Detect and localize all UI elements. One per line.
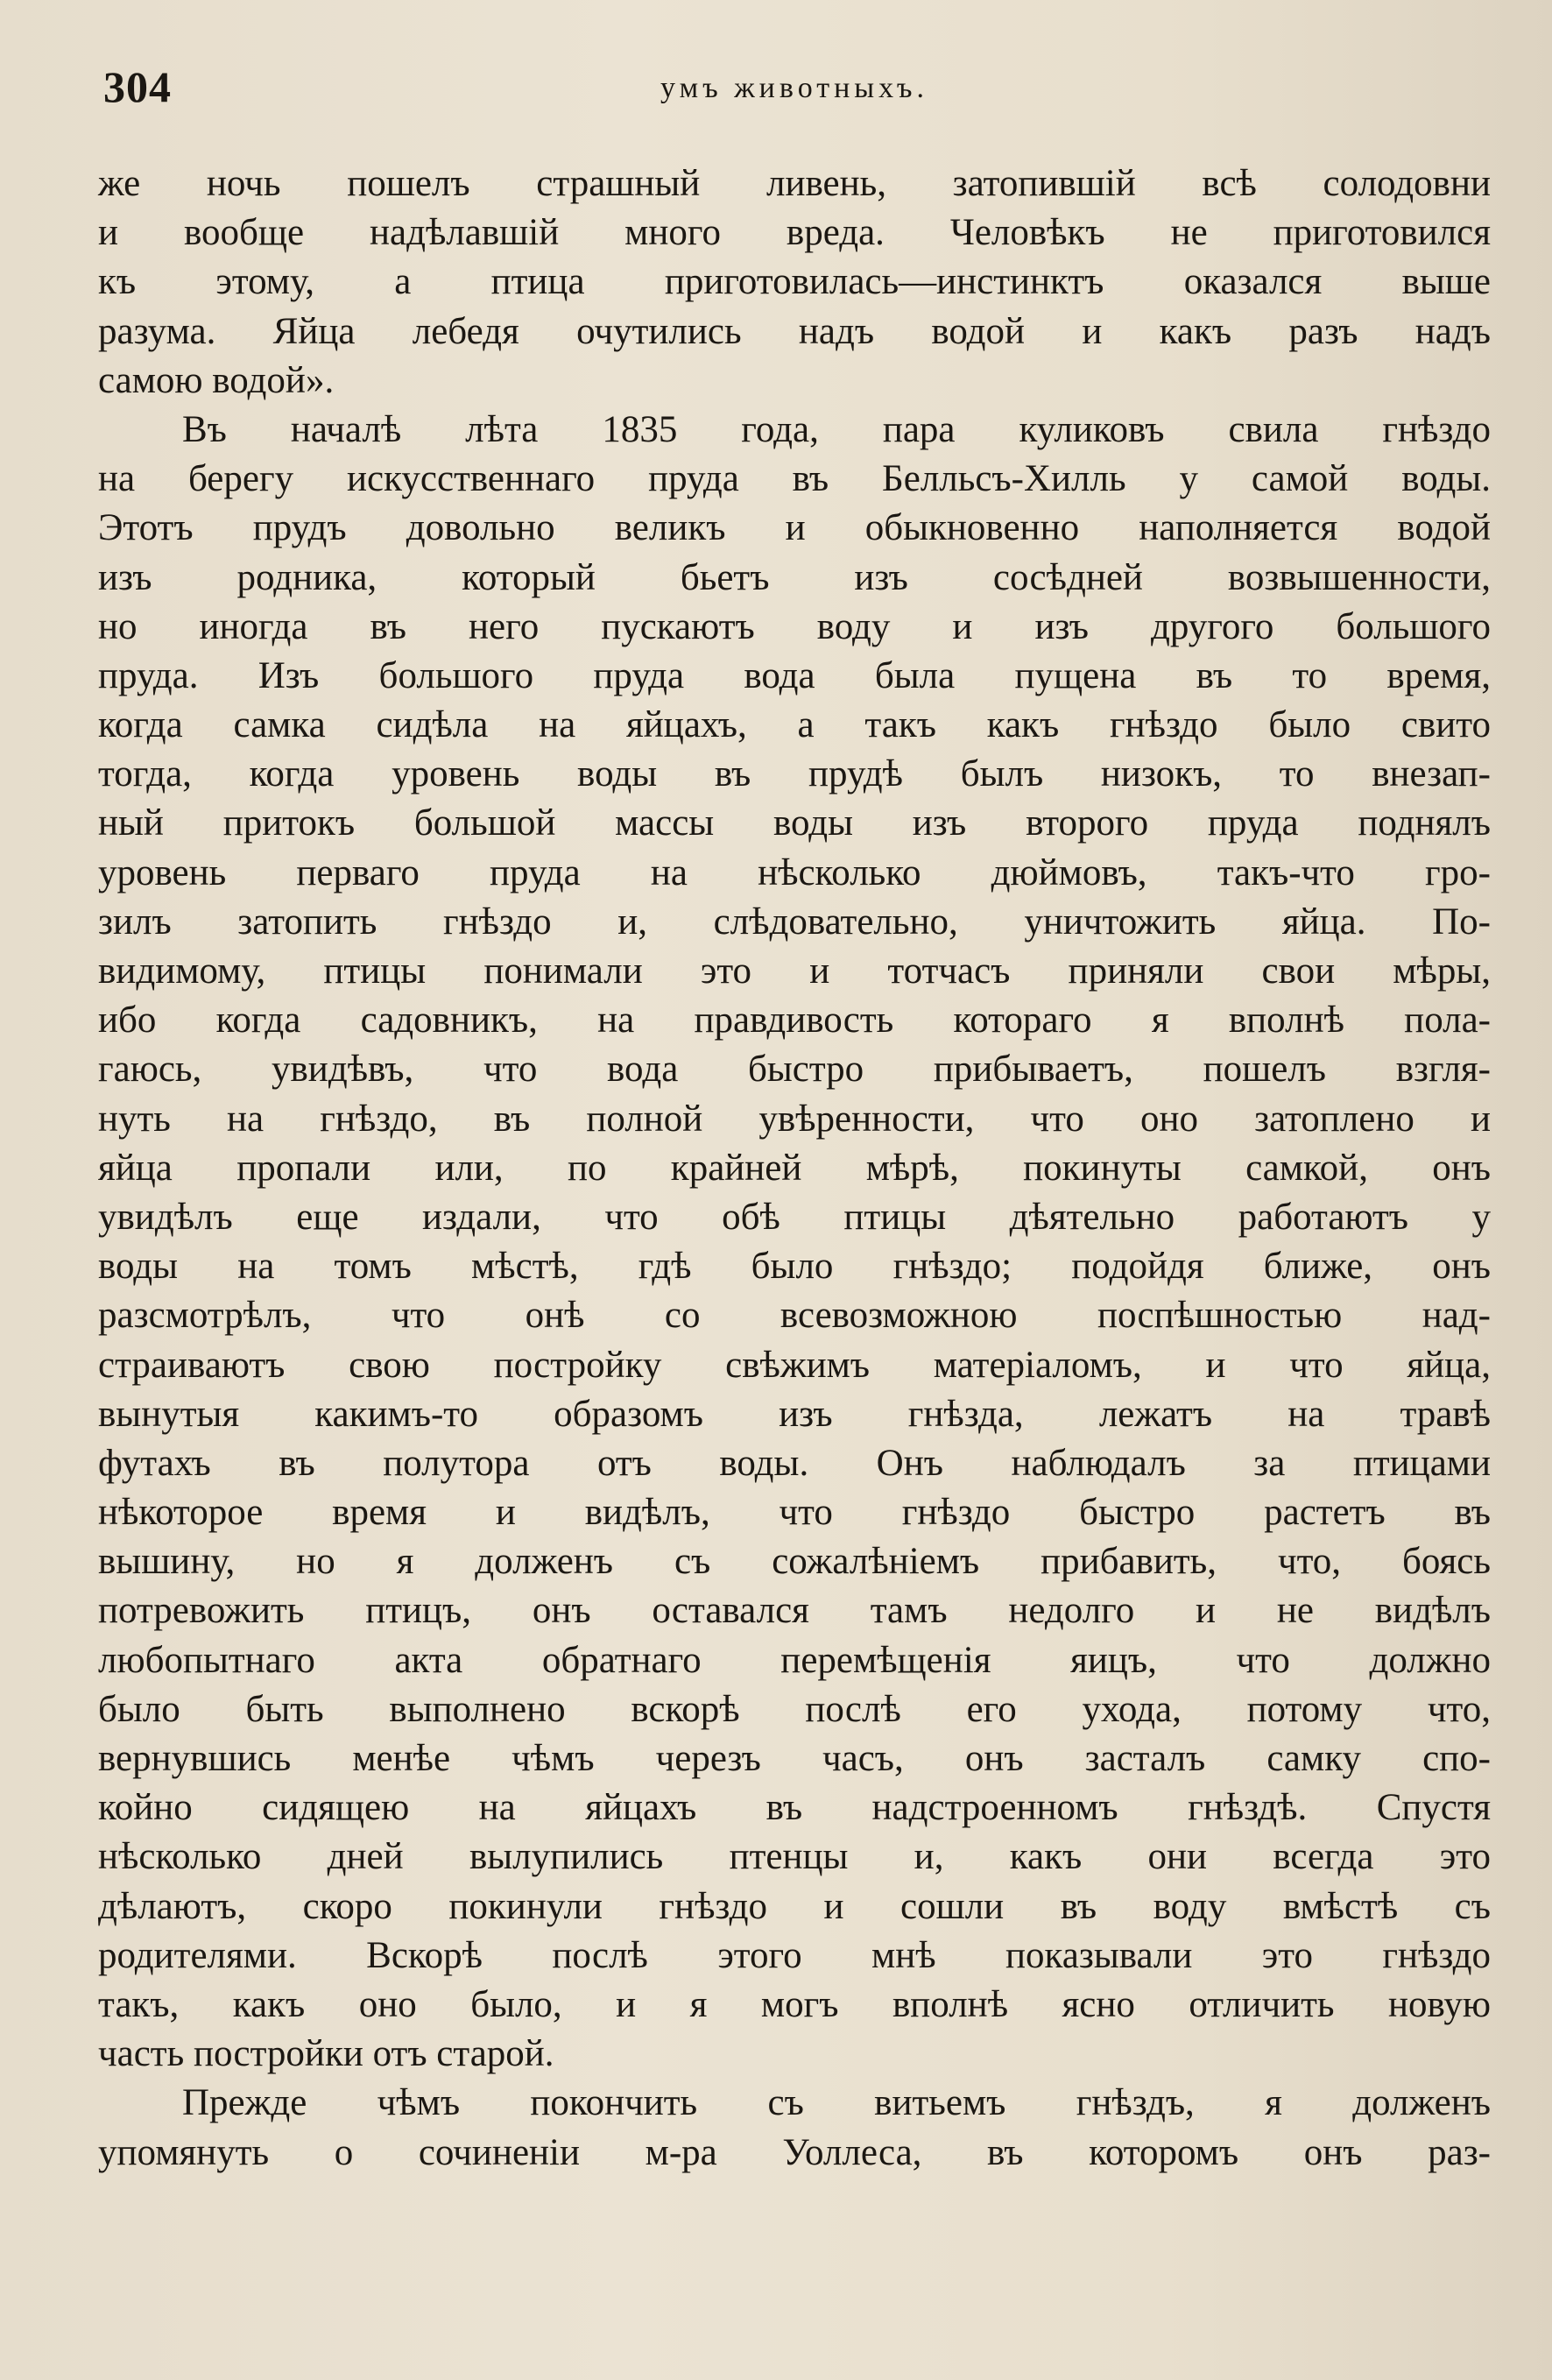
- text-line: такъ, какъ оно было, и я могъ вполнѣ ясно отличить новую: [98, 1983, 1491, 2025]
- text-line: воды на томъ мѣстѣ, гдѣ было гнѣздо; подойдя ближе, онъ: [98, 1246, 1491, 1288]
- text-line: видимому, птицы понимали это и тотчасъ приняли свои мѣры,: [98, 950, 1491, 992]
- text-line: разума. Яйца лебедя очутились надъ водой и какъ разъ надъ: [98, 310, 1491, 352]
- text-line: разсмотрѣлъ, что онѣ со всевозможною поспѣшностью над-: [98, 1295, 1491, 1337]
- text-line: Этотъ прудъ довольно великъ и обыкновенно наполняется водой: [98, 507, 1491, 549]
- text-line: нѣкоторое время и видѣлъ, что гнѣздо быстро растетъ въ: [98, 1492, 1491, 1534]
- text-line: вернувшись менѣе чѣмъ черезъ часъ, онъ засталъ самку спо-: [98, 1738, 1491, 1779]
- text-line: къ этому, а птица приготовилась—инстинктъ оказался выше: [98, 261, 1491, 303]
- text-line: страиваютъ свою постройку свѣжимъ матеріаломъ, и что яйца,: [98, 1344, 1491, 1386]
- text-line: ный притокъ большой массы воды изъ второго пруда поднялъ: [98, 802, 1491, 844]
- text-line: самою водой».: [98, 359, 335, 401]
- text-line: нѣсколько дней вылупились птенцы и, какъ они всегда это: [98, 1836, 1491, 1878]
- text-line: увидѣлъ еще издали, что обѣ птицы дѣятельно работаютъ у: [98, 1196, 1491, 1238]
- text-line: вынутыя какимъ-то образомъ изъ гнѣзда, лежатъ на травѣ: [98, 1393, 1491, 1435]
- text-line: уровень перваго пруда на нѣсколько дюймовъ, такъ-что гро-: [98, 851, 1491, 893]
- text-line: часть постройки отъ старой.: [98, 2033, 554, 2075]
- text-line: когда самка сидѣла на яйцахъ, а такъ какъ гнѣздо было свито: [98, 704, 1491, 746]
- text-line: изъ родника, который бьетъ изъ сосѣдней возвышенности,: [98, 556, 1491, 598]
- text-line: любопытнаго акта обратнаго перемѣщенія яицъ, что должно: [98, 1639, 1491, 1681]
- text-line: упомянуть о сочиненіи м-ра Уоллеса, въ которомъ онъ раз-: [98, 2131, 1491, 2173]
- page-header: [98, 61, 1491, 114]
- text-line: футахъ въ полутора отъ воды. Онъ наблюдалъ за птицами: [98, 1442, 1491, 1484]
- text-line: пруда. Изъ большого пруда вода была пущена въ то время,: [98, 654, 1491, 696]
- text-line: койно сидящею на яйцахъ въ надстроенномъ гнѣздѣ. Спустя: [98, 1787, 1491, 1829]
- text-line: зилъ затопить гнѣздо и, слѣдовательно, уничтожить яйца. По-: [98, 900, 1491, 943]
- text-line: на берегу искусственнаго пруда въ Белльсъ-Хилль у самой воды.: [98, 458, 1491, 500]
- text-line: ибо когда садовникъ, на правдивость котораго я вполнѣ пола-: [98, 999, 1491, 1042]
- body-text: [98, 159, 1491, 2178]
- running-title: умъ животныхъ.: [660, 72, 928, 104]
- text-line: яйца пропали или, по крайней мѣрѣ, покинуты самкой, онъ: [98, 1147, 1491, 1189]
- text-line: гаюсь, увидѣвъ, что вода быстро прибываетъ, пошелъ взгля-: [98, 1049, 1491, 1091]
- text-line: но иногда въ него пускаютъ воду и изъ другого большого: [98, 605, 1491, 647]
- text-line: нуть на гнѣздо, въ полной увѣренности, что оно затоплено и: [98, 1098, 1491, 1140]
- text-line: родителями. Вскорѣ послѣ этого мнѣ показывали это гнѣздо: [98, 1934, 1491, 1976]
- text-line: Прежде чѣмъ покончить съ витьемъ гнѣздъ, я долженъ: [182, 2082, 1491, 2124]
- page-number: 304: [103, 62, 172, 111]
- text-line: же ночь пошелъ страшный ливень, затопившій всѣ солодовни: [98, 163, 1491, 204]
- text-line: вышину, но я долженъ съ сожалѣніемъ прибавить, что, боясь: [98, 1541, 1491, 1583]
- text-line: дѣлаютъ, скоро покинули гнѣздо и сошли въ воду вмѣстѣ съ: [98, 1885, 1491, 1927]
- text-line: потревожить птицъ, онъ оставался тамъ недолго и не видѣлъ: [98, 1590, 1491, 1632]
- text-line: и вообще надѣлавшій много вреда. Человѣкъ не приготовился: [98, 212, 1491, 254]
- text-line: Въ началѣ лѣта 1835 года, пара куликовъ свила гнѣздо: [182, 408, 1491, 450]
- text-line: было быть выполнено вскорѣ послѣ его ухода, потому что,: [98, 1688, 1491, 1730]
- text-line: тогда, когда уровень воды въ прудѣ былъ низокъ, то внезап-: [98, 753, 1491, 795]
